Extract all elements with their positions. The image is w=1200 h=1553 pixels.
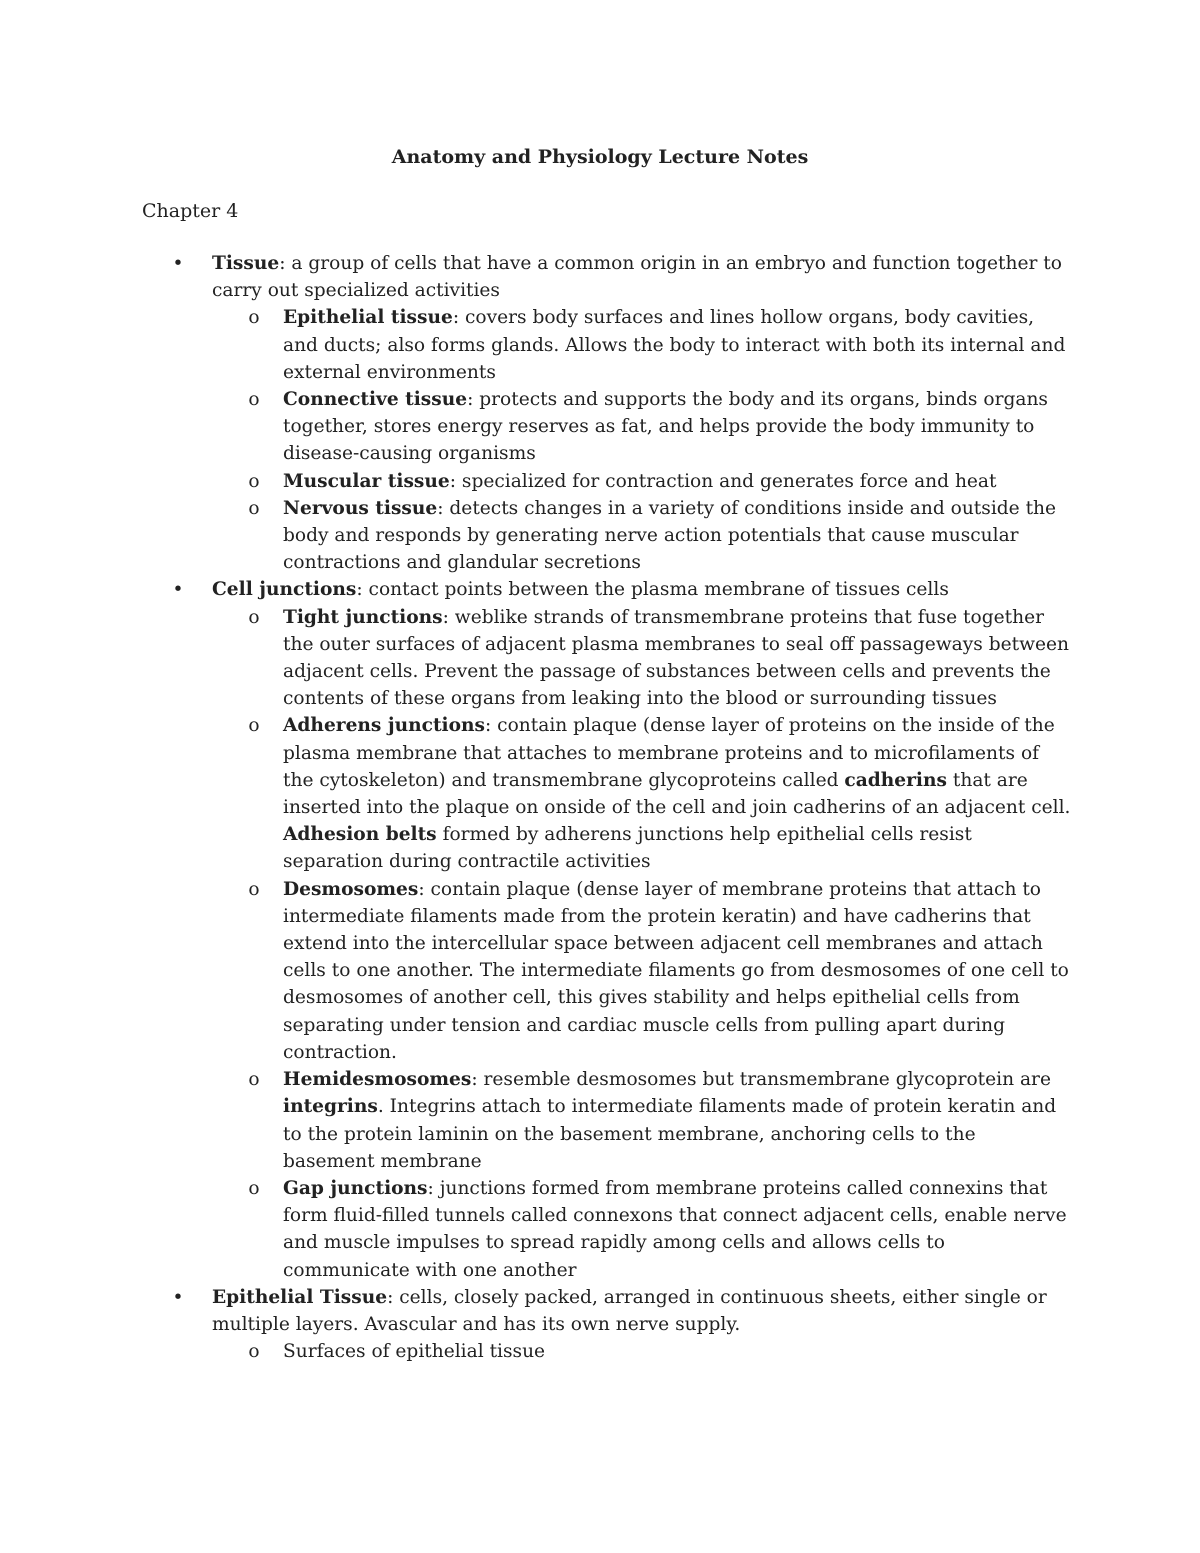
definition-hemidesmosomes-part-b: . Integrins attach to intermediate filaments made of protein keratin and to the protein laminin on the basement membrane, anchoring cells to the basement membrane <box>283 1096 1057 1172</box>
sublist-item-hemidesmosomes <box>248 1066 1073 1175</box>
term-connective-tissue: Connective tissue <box>283 389 468 411</box>
circle-bullet-icon: o <box>248 389 260 411</box>
term-integrins: integrins <box>283 1096 378 1118</box>
circle-bullet-icon: o <box>248 470 260 492</box>
sublist-item-surfaces-of-epithelial-tissue <box>248 1338 1073 1365</box>
definition-adherens-junctions-part-b: that are inserted into the plaque on onside of the cell and join cadherins of an adjacent cell. <box>283 769 1071 819</box>
sublist-item-muscular-tissue <box>248 468 1073 495</box>
bullet-icon: • <box>172 253 184 274</box>
term-tight-junctions: Tight junctions <box>283 606 443 628</box>
sublist-item-connective-tissue <box>248 386 1073 468</box>
sublist-tissue-types <box>212 304 1072 576</box>
definition-adherens-junctions-part-c: formed by adherens junctions help epithelial cells resist separation during contractile activities <box>283 824 972 873</box>
circle-bullet-icon: o <box>248 878 260 900</box>
sublist-item-nervous-tissue <box>248 495 1073 577</box>
term-cadherins: cadherins <box>844 769 947 791</box>
term-muscular-tissue: Muscular tissue <box>283 470 450 492</box>
term-tissue: Tissue <box>212 253 280 274</box>
circle-bullet-icon: o <box>248 497 260 519</box>
list-item-tissue <box>0 250 1072 576</box>
bullet-icon: • <box>172 1286 184 1308</box>
definition-epithelial-tissue-section: : cells, closely packed, arranged in continuous sheets, either single or multiple layers. Avascular and has its own nerve supply. <box>212 1286 1047 1335</box>
sublist-item-desmosomes <box>248 876 1073 1066</box>
definition-hemidesmosomes-part-a: : resemble desmosomes but transmembrane glycoprotein are <box>471 1069 1051 1091</box>
circle-bullet-icon: o <box>248 1177 260 1199</box>
definition-cell-junctions: : contact points between the plasma membrane of tissues cells <box>356 579 949 601</box>
notes-list <box>0 250 1200 1365</box>
term-hemidesmosomes: Hemidesmosomes <box>283 1069 472 1091</box>
term-epithelial-tissue: Epithelial tissue <box>283 307 453 329</box>
term-cell-junctions: Cell junctions <box>212 579 357 601</box>
sublist-item-gap-junctions <box>248 1175 1073 1284</box>
term-adherens-junctions: Adherens junctions <box>283 715 485 737</box>
definition-tissue: : a group of cells that have a common origin in an embryo and function together to carry out specialized activities <box>212 253 1062 302</box>
definition-nervous-tissue: : detects changes in a variety of conditions inside and outside the body and responds by generating nerve action potentials that cause muscular contractions and glandular secretions <box>283 497 1057 574</box>
circle-bullet-icon: o <box>248 1341 260 1363</box>
text-surfaces-of-epithelial-tissue: Surfaces of epithelial tissue <box>283 1341 546 1363</box>
term-epithelial-tissue-section: Epithelial Tissue <box>212 1286 388 1308</box>
circle-bullet-icon: o <box>248 307 260 329</box>
definition-tight-junctions: : weblike strands of transmembrane proteins that fuse together the outer surfaces of adjacent plasma membranes to seal off passageways between adjacent cells. Prevent the passage of substances between cells and prevents the contents of these organs from leaking into the blood or surrounding tissues <box>283 606 1070 710</box>
sublist-item-adherens-junctions <box>248 712 1073 875</box>
sublist-junction-types <box>212 604 1072 1284</box>
definition-desmosomes: : contain plaque (dense layer of membrane proteins that attach to intermediate filaments made from the protein keratin) and have cadherins that extend into the intercellular space between adjacent cell membranes and attach cells to one another. The intermediate filaments go from desmosomes of one cell to desmosomes of another cell, this gives stability and helps epithelial cells from separating under tension and cardiac muscle cells from pulling apart during contraction. <box>283 878 1069 1063</box>
term-adhesion-belts: Adhesion belts <box>283 824 437 846</box>
definition-muscular-tissue: : specialized for contraction and generates force and heat <box>449 470 997 492</box>
definition-epithelial-tissue: : covers body surfaces and lines hollow organs, body cavities, and ducts; also forms glands. Allows the body to interact with both its internal and external environments <box>283 307 1066 383</box>
circle-bullet-icon: o <box>248 606 260 628</box>
definition-connective-tissue: : protects and supports the body and its organs, binds organs together, stores energy reserves as fat, and helps provide the body immunity to disease-causing organisms <box>283 389 1048 465</box>
term-desmosomes: Desmosomes <box>283 878 419 900</box>
term-nervous-tissue: Nervous tissue <box>283 497 438 519</box>
sublist-item-epithelial-tissue <box>248 304 1073 386</box>
sublist-epithelial-topics <box>212 1338 1072 1365</box>
document-title: Anatomy and Physiology Lecture Notes <box>391 146 809 168</box>
chapter-heading: Chapter 4 <box>142 200 239 222</box>
circle-bullet-icon: o <box>248 715 260 737</box>
definition-gap-junctions: : junctions formed from membrane proteins called connexins that form fluid-filled tunnels called connexons that connect adjacent cells, enable nerve and muscle impulses to spread rapidly among cells and allows cells to communicate with one another <box>283 1177 1067 1281</box>
bullet-icon: • <box>172 579 184 601</box>
definition-adherens-junctions-part-a: : contain plaque (dense layer of proteins on the inside of the plasma membrane that attaches to membrane proteins and to microfilaments of the cytoskeleton) and transmembrane glycoproteins called <box>283 715 1055 791</box>
circle-bullet-icon: o <box>248 1069 260 1091</box>
list-item-epithelial-tissue <box>0 1284 1072 1366</box>
list-item-cell-junctions <box>0 576 1072 1283</box>
term-gap-junctions: Gap junctions <box>283 1177 428 1199</box>
sublist-item-tight-junctions <box>248 604 1073 713</box>
